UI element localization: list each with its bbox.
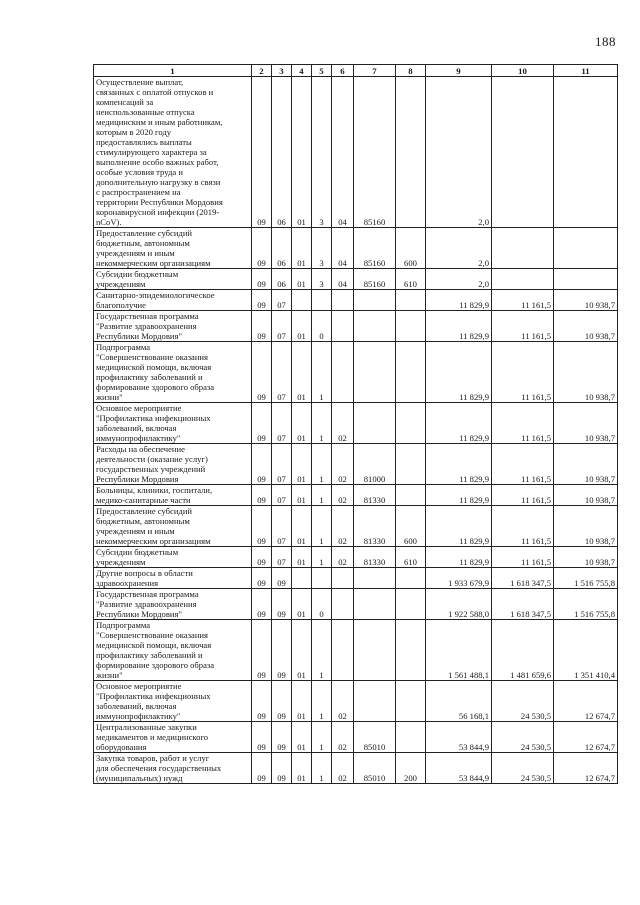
- direction-code-cell: [354, 311, 396, 342]
- section-code-cell: 09: [252, 485, 272, 506]
- item-name-cell: Предоставление субсидий бюджетным, автономным учреждениям и иным некоммерческим организациям: [94, 506, 252, 547]
- expense-type-code-cell: 600: [396, 228, 426, 269]
- program-code-cell: 01: [292, 228, 312, 269]
- direction-code-cell: 81000: [354, 444, 396, 485]
- table-body: [94, 65, 618, 784]
- item-name-cell: Другие вопросы в области здравоохранения: [94, 568, 252, 589]
- expense-type-code-cell: [396, 568, 426, 589]
- program-code-cell: [292, 568, 312, 589]
- direction-code-cell: [354, 589, 396, 620]
- section-code-cell: 09: [252, 290, 272, 311]
- expense-type-code-cell: 610: [396, 547, 426, 568]
- column-header: 11: [554, 65, 618, 77]
- direction-code-cell: 85160: [354, 228, 396, 269]
- amount-year-1-cell: 11 829,9: [426, 547, 492, 568]
- amount-year-3-cell: 10 938,7: [554, 290, 618, 311]
- program-code-cell: 01: [292, 485, 312, 506]
- subsection-code-cell: 06: [272, 77, 292, 228]
- amount-year-3-cell: 10 938,7: [554, 342, 618, 403]
- item-name-cell: Подпрограмма "Совершенствование оказания медицинской помощи, включая профилактику заболеваний и формирование здорового образа жизни": [94, 342, 252, 403]
- expense-type-code-cell: [396, 311, 426, 342]
- item-name-cell: Основное мероприятие "Профилактика инфекционных заболеваний, включая иммунопрофилактику": [94, 403, 252, 444]
- table-row: [94, 681, 618, 722]
- amount-year-1-cell: 11 829,9: [426, 290, 492, 311]
- direction-code-cell: [354, 568, 396, 589]
- expense-type-code-cell: [396, 444, 426, 485]
- section-code-cell: 09: [252, 228, 272, 269]
- subsection-code-cell: 07: [272, 547, 292, 568]
- column-header: 7: [354, 65, 396, 77]
- program-code-cell: 01: [292, 506, 312, 547]
- program-code-cell: 01: [292, 403, 312, 444]
- expense-type-code-cell: [396, 403, 426, 444]
- direction-code-cell: [354, 342, 396, 403]
- subprogram-code-cell: [312, 290, 332, 311]
- table-row: [94, 311, 618, 342]
- expense-type-code-cell: [396, 485, 426, 506]
- direction-code-cell: 85160: [354, 269, 396, 290]
- item-name-cell: Субсидии бюджетным учреждениям: [94, 547, 252, 568]
- amount-year-3-cell: 10 938,7: [554, 311, 618, 342]
- subprogram-code-cell: 1: [312, 722, 332, 753]
- amount-year-2-cell: [492, 77, 554, 228]
- section-code-cell: 09: [252, 568, 272, 589]
- section-code-cell: 09: [252, 620, 272, 681]
- program-code-cell: 01: [292, 311, 312, 342]
- amount-year-1-cell: 1 933 679,9: [426, 568, 492, 589]
- item-name-cell: Закупка товаров, работ и услуг для обеспечения государственных (муниципальных) нужд: [94, 753, 252, 784]
- amount-year-1-cell: 2,0: [426, 269, 492, 290]
- program-code-cell: 01: [292, 753, 312, 784]
- program-code-cell: 01: [292, 77, 312, 228]
- amount-year-1-cell: 11 829,9: [426, 506, 492, 547]
- amount-year-1-cell: 53 844,9: [426, 722, 492, 753]
- table-row: [94, 589, 618, 620]
- event-code-cell: [332, 568, 354, 589]
- amount-year-2-cell: [492, 228, 554, 269]
- item-name-cell: Государственная программа "Развитие здравоохранения Республики Мордовия": [94, 311, 252, 342]
- direction-code-cell: [354, 403, 396, 444]
- amount-year-3-cell: 1 351 410,4: [554, 620, 618, 681]
- direction-code-cell: 85010: [354, 753, 396, 784]
- item-name-cell: Подпрограмма "Совершенствование оказания медицинской помощи, включая профилактику заболеваний и формирование здорового образа жизни": [94, 620, 252, 681]
- program-code-cell: 01: [292, 722, 312, 753]
- section-code-cell: 09: [252, 589, 272, 620]
- program-code-cell: 01: [292, 589, 312, 620]
- amount-year-1-cell: 2,0: [426, 228, 492, 269]
- item-name-cell: Осуществление выплат, связанных с оплатой отпусков и компенсаций за неиспользованные отпуска медицинским и иным работникам, которым в 2020 году предоставлялись выплаты стимулирующего характера за выполнение особо важных работ, особые условия труда и дополнительную нагрузку в связи с распространением на территории Республики Мордовия коронавирусной инфекции (2019- nCoV).: [94, 77, 252, 228]
- event-code-cell: [332, 290, 354, 311]
- expense-type-code-cell: [396, 722, 426, 753]
- expense-type-code-cell: [396, 620, 426, 681]
- table-row: [94, 722, 618, 753]
- subsection-code-cell: 07: [272, 485, 292, 506]
- subprogram-code-cell: 1: [312, 342, 332, 403]
- amount-year-3-cell: 10 938,7: [554, 444, 618, 485]
- table-row: [94, 228, 618, 269]
- item-name-cell: Расходы на обеспечение деятельности (оказание услуг) государственных учреждений Республики Мордовия: [94, 444, 252, 485]
- column-header: 5: [312, 65, 332, 77]
- amount-year-1-cell: 11 829,9: [426, 342, 492, 403]
- program-code-cell: [292, 290, 312, 311]
- table-row: [94, 290, 618, 311]
- section-code-cell: 09: [252, 753, 272, 784]
- amount-year-2-cell: 11 161,5: [492, 485, 554, 506]
- table-row: [94, 620, 618, 681]
- amount-year-2-cell: 11 161,5: [492, 342, 554, 403]
- subprogram-code-cell: 1: [312, 444, 332, 485]
- expense-type-code-cell: [396, 681, 426, 722]
- amount-year-2-cell: 11 161,5: [492, 444, 554, 485]
- page-number: 188: [595, 34, 616, 49]
- amount-year-3-cell: [554, 228, 618, 269]
- subprogram-code-cell: 1: [312, 620, 332, 681]
- amount-year-2-cell: [492, 269, 554, 290]
- section-code-cell: 09: [252, 342, 272, 403]
- amount-year-1-cell: 1 922 588,0: [426, 589, 492, 620]
- column-header: 6: [332, 65, 354, 77]
- subprogram-code-cell: 3: [312, 269, 332, 290]
- amount-year-2-cell: 11 161,5: [492, 290, 554, 311]
- section-code-cell: 09: [252, 547, 272, 568]
- amount-year-2-cell: 1 481 659,6: [492, 620, 554, 681]
- amount-year-2-cell: 11 161,5: [492, 403, 554, 444]
- amount-year-2-cell: 24 530,5: [492, 681, 554, 722]
- amount-year-3-cell: 1 516 755,8: [554, 589, 618, 620]
- table-row: [94, 444, 618, 485]
- table-row: [94, 403, 618, 444]
- event-code-cell: 02: [332, 681, 354, 722]
- item-name-cell: Больницы, клиники, госпитали, медико-санитарные части: [94, 485, 252, 506]
- table-row: [94, 547, 618, 568]
- subprogram-code-cell: 1: [312, 681, 332, 722]
- amount-year-1-cell: 11 829,9: [426, 444, 492, 485]
- subprogram-code-cell: 0: [312, 589, 332, 620]
- amount-year-1-cell: 11 829,9: [426, 485, 492, 506]
- column-header: 2: [252, 65, 272, 77]
- event-code-cell: [332, 589, 354, 620]
- subprogram-code-cell: 1: [312, 753, 332, 784]
- amount-year-3-cell: 12 674,7: [554, 681, 618, 722]
- amount-year-3-cell: [554, 269, 618, 290]
- item-name-cell: Предоставление субсидий бюджетным, автономным учреждениям и иным некоммерческим организациям: [94, 228, 252, 269]
- column-header: 1: [94, 65, 252, 77]
- subsection-code-cell: 09: [272, 589, 292, 620]
- expense-type-code-cell: [396, 589, 426, 620]
- subprogram-code-cell: 0: [312, 311, 332, 342]
- event-code-cell: [332, 311, 354, 342]
- item-name-cell: Основное мероприятие "Профилактика инфекционных заболеваний, включая иммунопрофилактику": [94, 681, 252, 722]
- direction-code-cell: 85160: [354, 77, 396, 228]
- expense-type-code-cell: 200: [396, 753, 426, 784]
- table-row: [94, 342, 618, 403]
- program-code-cell: 01: [292, 620, 312, 681]
- subsection-code-cell: 07: [272, 311, 292, 342]
- subsection-code-cell: 06: [272, 269, 292, 290]
- expense-type-code-cell: 600: [396, 506, 426, 547]
- column-header: 4: [292, 65, 312, 77]
- amount-year-2-cell: 11 161,5: [492, 311, 554, 342]
- direction-code-cell: 81330: [354, 506, 396, 547]
- subsection-code-cell: 07: [272, 290, 292, 311]
- amount-year-3-cell: [554, 77, 618, 228]
- subsection-code-cell: 09: [272, 620, 292, 681]
- amount-year-3-cell: 12 674,7: [554, 753, 618, 784]
- section-code-cell: 09: [252, 77, 272, 228]
- subsection-code-cell: 07: [272, 444, 292, 485]
- program-code-cell: 01: [292, 342, 312, 403]
- event-code-cell: 02: [332, 753, 354, 784]
- section-code-cell: 09: [252, 722, 272, 753]
- event-code-cell: 04: [332, 77, 354, 228]
- direction-code-cell: [354, 290, 396, 311]
- direction-code-cell: 85010: [354, 722, 396, 753]
- event-code-cell: 02: [332, 547, 354, 568]
- amount-year-3-cell: 12 674,7: [554, 722, 618, 753]
- subsection-code-cell: 07: [272, 506, 292, 547]
- subprogram-code-cell: 3: [312, 77, 332, 228]
- table-row: [94, 269, 618, 290]
- amount-year-2-cell: 1 618 347,5: [492, 568, 554, 589]
- table-row: [94, 485, 618, 506]
- event-code-cell: 02: [332, 403, 354, 444]
- item-name-cell: Государственная программа "Развитие здравоохранения Республики Мордовия": [94, 589, 252, 620]
- column-header: 8: [396, 65, 426, 77]
- program-code-cell: 01: [292, 269, 312, 290]
- expense-type-code-cell: [396, 342, 426, 403]
- expense-type-code-cell: [396, 290, 426, 311]
- item-name-cell: Централизованные закупки медикаментов и медицинского оборудования: [94, 722, 252, 753]
- subsection-code-cell: 07: [272, 342, 292, 403]
- amount-year-2-cell: 11 161,5: [492, 506, 554, 547]
- amount-year-2-cell: 24 530,5: [492, 722, 554, 753]
- amount-year-2-cell: 24 530,5: [492, 753, 554, 784]
- amount-year-3-cell: 10 938,7: [554, 403, 618, 444]
- event-code-cell: 04: [332, 269, 354, 290]
- direction-code-cell: 81330: [354, 485, 396, 506]
- amount-year-1-cell: 11 829,9: [426, 403, 492, 444]
- expense-type-code-cell: [396, 77, 426, 228]
- event-code-cell: [332, 342, 354, 403]
- subprogram-code-cell: 1: [312, 547, 332, 568]
- subprogram-code-cell: 1: [312, 403, 332, 444]
- section-code-cell: 09: [252, 311, 272, 342]
- event-code-cell: 02: [332, 506, 354, 547]
- column-header: 10: [492, 65, 554, 77]
- event-code-cell: 02: [332, 485, 354, 506]
- event-code-cell: [332, 620, 354, 681]
- table-row: [94, 568, 618, 589]
- amount-year-1-cell: 11 829,9: [426, 311, 492, 342]
- table-row: [94, 77, 618, 228]
- amount-year-3-cell: 10 938,7: [554, 547, 618, 568]
- subsection-code-cell: 06: [272, 228, 292, 269]
- direction-code-cell: [354, 620, 396, 681]
- direction-code-cell: 81330: [354, 547, 396, 568]
- program-code-cell: 01: [292, 547, 312, 568]
- amount-year-3-cell: 1 516 755,8: [554, 568, 618, 589]
- amount-year-2-cell: 1 618 347,5: [492, 589, 554, 620]
- amount-year-1-cell: 1 561 488,1: [426, 620, 492, 681]
- section-code-cell: 09: [252, 506, 272, 547]
- table-header-row: [94, 65, 618, 77]
- subprogram-code-cell: 1: [312, 506, 332, 547]
- amount-year-3-cell: 10 938,7: [554, 485, 618, 506]
- section-code-cell: 09: [252, 269, 272, 290]
- section-code-cell: 09: [252, 444, 272, 485]
- column-header: 9: [426, 65, 492, 77]
- event-code-cell: 04: [332, 228, 354, 269]
- event-code-cell: 02: [332, 722, 354, 753]
- program-code-cell: 01: [292, 444, 312, 485]
- table-row: [94, 753, 618, 784]
- amount-year-2-cell: 11 161,5: [492, 547, 554, 568]
- amount-year-1-cell: 56 168,1: [426, 681, 492, 722]
- subsection-code-cell: 09: [272, 722, 292, 753]
- section-code-cell: 09: [252, 681, 272, 722]
- item-name-cell: Санитарно-эпидемиологическое благополучие: [94, 290, 252, 311]
- budget-table: [93, 64, 618, 784]
- subprogram-code-cell: 3: [312, 228, 332, 269]
- subprogram-code-cell: 1: [312, 485, 332, 506]
- table-row: [94, 506, 618, 547]
- section-code-cell: 09: [252, 403, 272, 444]
- subsection-code-cell: 09: [272, 753, 292, 784]
- event-code-cell: 02: [332, 444, 354, 485]
- amount-year-1-cell: 53 844,9: [426, 753, 492, 784]
- subprogram-code-cell: [312, 568, 332, 589]
- program-code-cell: 01: [292, 681, 312, 722]
- direction-code-cell: [354, 681, 396, 722]
- column-header: 3: [272, 65, 292, 77]
- subsection-code-cell: 09: [272, 681, 292, 722]
- amount-year-1-cell: 2,0: [426, 77, 492, 228]
- expense-type-code-cell: 610: [396, 269, 426, 290]
- subsection-code-cell: 07: [272, 403, 292, 444]
- item-name-cell: Субсидии бюджетным учреждениям: [94, 269, 252, 290]
- subsection-code-cell: 09: [272, 568, 292, 589]
- amount-year-3-cell: 10 938,7: [554, 506, 618, 547]
